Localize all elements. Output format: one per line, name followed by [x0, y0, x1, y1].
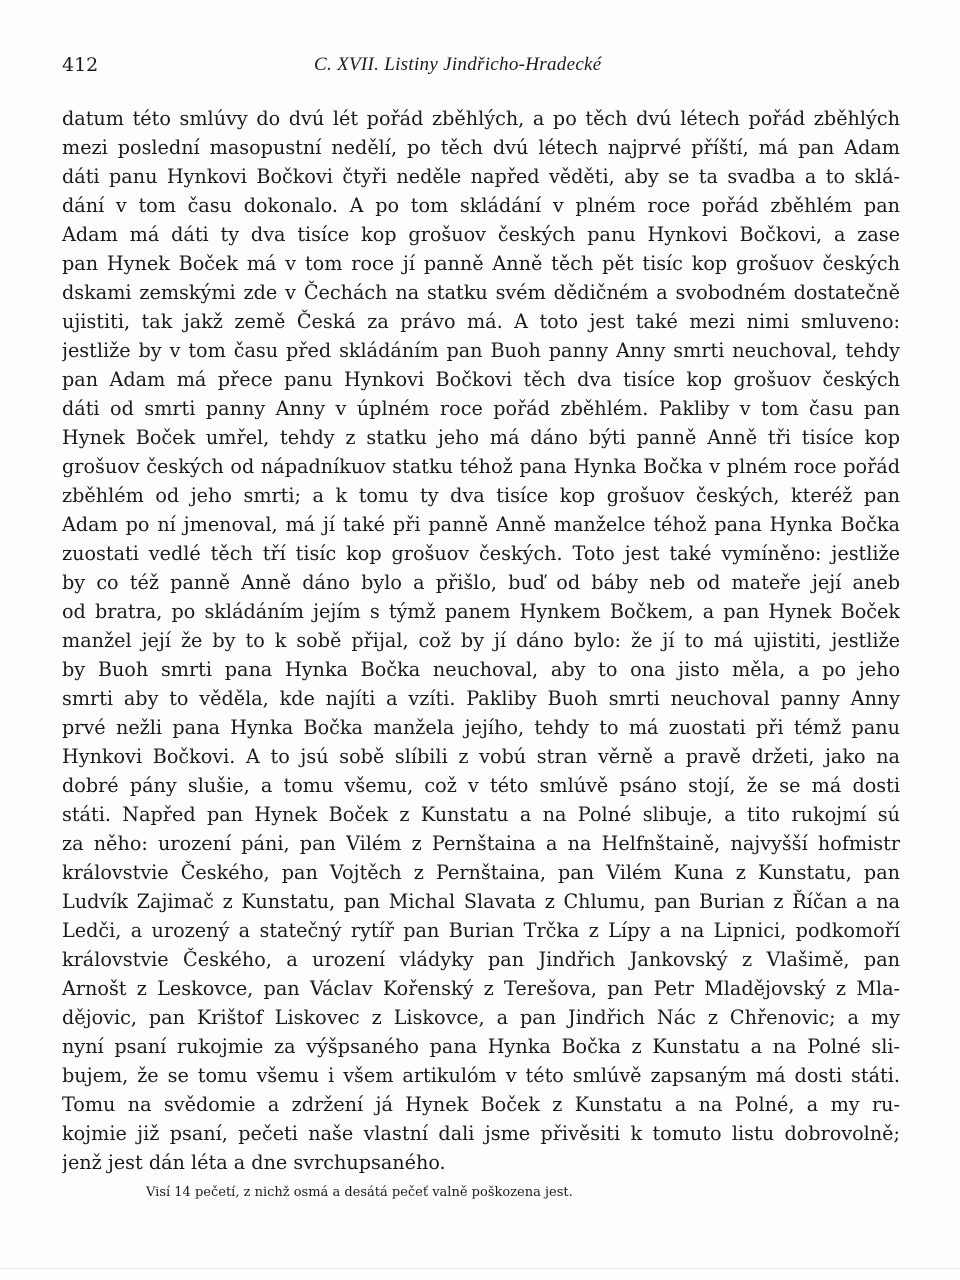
text-line: zuostati vedlé těch tří tisíc kop grošuov českých. Toto jest také vymíněno: jestliže [62, 542, 900, 565]
text-line: dáti od smrti panny Anny v úplném roce pořád zběhlém. Pakliby v tom času pan [62, 397, 900, 420]
text-line: Adam po ní jmenoval, má jí také při panně Anně manželce téhož pana Hynka Bočka [62, 513, 900, 536]
text-line: mezi poslední masopustní nedělí, po těch dvú létech najprvé příští, má pan Adam [62, 136, 900, 159]
text-line: jestliže by v tom času před skládáním pan Buoh panny Anny smrti neuchoval, tehdy [62, 339, 900, 362]
text-line: od bratra, po skládáním jejím s týmž panem Hynkem Bočkem, a pan Hynek Boček [62, 600, 900, 623]
text-line: dáti panu Hynkovi Bočkovi čtyři neděle napřed věděti, aby se ta svadba a to sklá- [62, 165, 900, 188]
text-line: Adam má dáti ty dva tisíce kop grošuov českých panu Hynkovi Bočkovi, a zase [62, 223, 900, 246]
text-line: státi. Napřed pan Hynek Boček z Kunstatu a na Polné slibuje, a tito rukojmí sú [62, 803, 900, 826]
text-line: grošuov českých od nápadníkuov statku téhož pana Hynka Bočka v plném roce pořád [62, 455, 900, 478]
text-line: pan Hynek Boček má v tom roce jí panně Anně těch pět tisíc kop grošuov českých [62, 252, 900, 275]
text-line: dobré pány slušie, a tomu všemu, což v této smlúvě psáno stojí, že se má dosti [62, 774, 900, 797]
page-header [62, 54, 900, 84]
text-line: by Buoh smrti pana Hynka Bočka neuchoval, aby to ona jisto měla, a po jeho [62, 658, 900, 681]
text-line: královstvie Českého, a urození vládyky pan Jindřich Jankovský z Vlašimě, pan [62, 948, 900, 971]
text-line: Hynek Boček umřel, tehdy z statku jeho má dáno býti panně Anně tři tisíce kop [62, 426, 900, 449]
text-line: Tomu na svědomie a zdržení já Hynek Boček z Kunstatu a na Polné, a my ru- [62, 1093, 900, 1116]
footnote: Visí 14 pečetí, z nichž osmá a desátá pečeť valně poškozena jest. [146, 1185, 573, 1200]
text-line: dějovic, pan Krištof Liskovec z Liskovce, a pan Jindřich Nác z Chřenovic; a my [62, 1006, 900, 1029]
text-line: Arnošt z Leskovce, pan Václav Kořenský z Terešova, pan Petr Mladějovský z Mla- [62, 977, 900, 1000]
text-line: bujem, že se tomu všemu i všem artikulóm v této smlúvě zapsaným má dosti státi. [62, 1064, 900, 1087]
text-line: ujistiti, tak jakž země Česká za právo má. A toto jest také mezi nimi smluveno: [62, 310, 900, 333]
text-line: Hynkovi Bočkovi. A to jsú sobě slíbili z vobú stran věrně a pravě držeti, jako na [62, 745, 900, 768]
text-line: smrti aby to věděla, kde najíti a vzíti. Pakliby Buoh smrti neuchoval panny Anny [62, 687, 900, 710]
text-line: datum této smlúvy do dvú lét pořád zběhlých, a po těch dvú létech pořád zběhlých [62, 107, 900, 130]
body-text [62, 104, 900, 1177]
text-line: dání v tom času dokonalo. A po tom skládání v plném roce pořád zběhlém pan [62, 194, 900, 217]
running-head: C. XVII. Listiny Jindřicho-Hradecké [314, 54, 602, 75]
text-line: pan Adam má přece panu Hynkovi Bočkovi těch dva tisíce kop grošuov českých [62, 368, 900, 391]
page-number: 412 [62, 54, 99, 76]
text-line: by co též panně Anně dáno bylo a přišlo, buď od báby neb od mateře její aneb [62, 571, 900, 594]
text-line: Ludvík Zajimač z Kunstatu, pan Michal Slavata z Chlumu, pan Burian z Říčan a na [62, 890, 900, 913]
text-line: královstvie Českého, pan Vojtěch z Pernštaina, pan Vilém Kuna z Kunstatu, pan [62, 861, 900, 884]
text-line: za něho: urození páni, pan Vilém z Pernštaina a na Helfnštaině, najvyšší hofmistr [62, 832, 900, 855]
text-line: prvé nežli pana Hynka Bočka manžela jejího, tehdy to má zuostati při témž panu [62, 716, 900, 739]
text-line: kojmie již psaní, pečeti naše vlastní dali jsme přivěsiti k tomuto listu dobrovolně; [62, 1122, 900, 1145]
text-line: zběhlém od jeho smrti; a k tomu ty dva tisíce kop grošuov českých, kteréž pan [62, 484, 900, 507]
text-line-last: jenž jest dán léta a dne svrchupsaného. [62, 1151, 446, 1174]
text-line: dskami zemskými zde v Čechách na statku svém dědičném a svobodném dostatečně [62, 281, 900, 304]
text-line: nyní psaní rukojmie za výšpsaného pana Hynka Bočka z Kunstatu a na Polné sli- [62, 1035, 900, 1058]
page-bottom-divider [0, 1268, 960, 1269]
text-line: manžel její že by to k sobě přijal, což by jí dáno bylo: že jí to má ujistiti, jestliže [62, 629, 900, 652]
text-line: Ledči, a urozený a statečný rytíř pan Burian Trčka z Lípy a na Lipnici, podkomoří [62, 919, 900, 942]
